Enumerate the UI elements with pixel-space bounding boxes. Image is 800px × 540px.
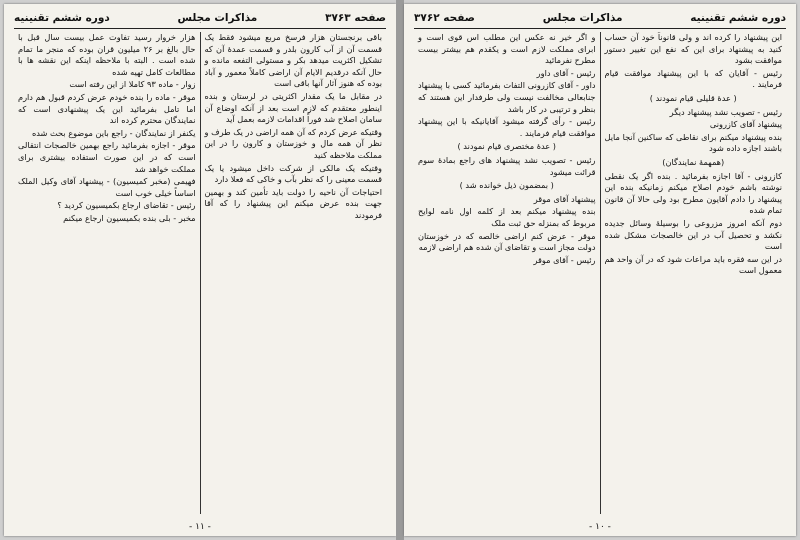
page-header [14,10,386,26]
page-footer-number: - ۱۱ - [189,522,211,532]
paragraph: رئیس - رأی گرفته میشود آقایانیکه با این پیشنهاد موافقت قیام فرمایند . [418,116,596,138]
header-rule [14,28,386,29]
paragraph: رئیس - آقایان که با این پیشنهاد موافقت قیام فرمایند . [604,67,782,90]
book-gutter [396,0,404,540]
paragraph: پیشنهاد آقای کازرونی [709,119,782,130]
paragraph: رئیس - تقاضای ارجاع بکمیسیون کردید ؟ [57,200,196,211]
paragraph: در مقابل ما یک مقدار اکثریتی در لرستان و بنده اینطور معتقدم که لازم است بعد از آنکه اوضاع آن سامان اصلاح شد فوراً اقدامات لازمه بعمل آید [204,90,382,125]
vote-result-note: (همهمهٔ نمایندگان) [662,156,725,167]
text-columns [414,32,786,514]
paragraph: بنده پیشنهاد میکنم بعد از کلمه اول نامه لوایح مربوط که بمنزله حق ثبت ملک [418,206,596,228]
column-divider [600,32,601,514]
paragraph: موقر - عرض کنم اراضی خالصه که در خوزستان دولت مجاز است و تقاضای آن شده هم اراضی لازمه [418,230,596,253]
paragraph: رئیس - تصویب نشد پیشنهاد های راجع بمادهٔ سوم قرائت میشود [418,154,596,177]
page-number-label: صفحه ۳۷۶۳ [325,12,386,24]
paragraph: زوار - ماده ۹۳ کاملا از این رفته است [69,79,196,90]
paragraph: رئیس - آقای داور [536,67,596,78]
column-divider [200,32,201,514]
paragraph: یکنفر از نمایندگان - راجع باین موضوع بحث شده [31,127,196,138]
page-footer-number: - ۱۰ - [589,522,611,532]
paragraph: رئیس - تصویب نشد پیشنهاد دیگر [669,106,782,117]
paragraph: هزار خروار رسید تفاوت عمل بیست سال قبل با حال بالغ بر ۲۶ میلیون قران بوده که منجر ما تمام شده است . البته با ملاحظه اینکه این نقشه ها با مطالعات کامل تهیه شده [18,32,196,77]
paragraph: موقر - اجازه بفرمائید راجع بهمین خالصجات انتقالی است که در این صورت استفاده بیشتری برای مملکت خواهد شد [18,140,196,174]
header-rule [414,28,786,29]
vote-result-note: ( عدهٔ قلیلی قیام نمودند ) [649,92,737,103]
page-header [414,10,786,26]
vote-result-note: ( عدهٔ مختصری قیام نمودند ) [457,141,556,152]
page-number-label: صفحه ۳۷۶۲ [414,12,475,24]
paragraph: موقر - ماده را بنده خودم عرض کردم قبول هم دارم اما تامل بفرمائید این یک پیشنهادی است که نمایندگان محترم کرده اند [18,91,196,126]
paragraph: فهیمی (مخبر کمیسیون) - پیشنهاد آقای وکیل الملک اساساً خیلی خوب است [18,176,196,198]
paragraph: مخبر - بلی بنده بکمیسیون ارجاع میکنم [63,212,196,223]
left-page [4,4,396,536]
page-title: مذاکرات مجلس [177,12,258,24]
paragraph: داور - آقای کازرونی التفات بفرمائید کسی با پیشنهاد جنابعالی مخالفت نیست ولی طرفدار این هستند که بنظر و ترتیبی در کار باشد [418,80,596,114]
paragraph: دوم آنکه امروز مزروعی را بوسیلهٔ وسائل جدیده نکشد و تحصیل آب در این خالصجات مشکل شده است [604,217,782,252]
paragraph: بنده پیشنهاد میکنم برای نقاطی که ساکنین آنجا مایل باشند اجازه داده شود [604,131,782,154]
text-columns [14,32,386,514]
column-right [601,32,787,514]
column-left [14,32,200,514]
paragraph: در این سه فقره باید مراعات شود که در آن واحد هم معمول است [604,253,782,276]
paragraph: پیشنهاد آقای موقر [533,193,596,204]
vote-result-note: ( بمضمون ذیل خوانده شد ) [459,180,554,191]
page-title: مذاکرات مجلس [542,12,623,24]
right-page [404,4,796,536]
paragraph: وقتیکه یک مالکی از شرکت داخل میشود یا یک قسمت معینی را که نظر بآب و خاکی که فعلا دارد [204,162,382,185]
paragraph: احتیاجات آن ناحیه را دولت باید تأمین کند و بهمین جهت بنده عرض میکنم این پیشنهاد را که آقا فرمودند [204,186,382,220]
column-right [201,32,387,514]
paragraph: کازرونی - آقا اجازه بفرمائید . بنده اگر یک نقطی نوشته باشم خودم اصلاح میکنم زمانیکه بنده این پیشنهاد را دادم آقایون مطرح بود ولی حالا آن قانون تمام شده [604,170,782,216]
session-label: دوره ششم تقنینیه [14,12,110,24]
column-left [414,32,600,514]
session-label: دوره ششم تقنینیه [690,12,786,24]
paragraph: این پیشنهاد را کرده اند و ولی قانوناً خود آن حساب کنید به پیشنهاد برای این که نفع این تغییر دستور موافقت بشود [604,32,782,66]
paragraph: باقی برنجستان هزار فرسخ مربع میشود فقط یک قسمت آن از آب کارون بلدر و قسمت عمدهٔ آن که تشکیل اکثریت میدهد بکر و مستولی التفعه مانده و حال آنکه درقدیم الایام آن اراضی کاملاً معمور و آباد بوده که هنوز آثار آنها باقی است [204,32,382,89]
paragraph: وقتیکه عرض کردم که آن همه اراضی در یک طرف و نظر آن همه مال و خوزستان و کارون را در این مملکت ملاحظه کنید [204,126,382,160]
paragraph: و اگر خیر نه عکس این مطلب اس قوی است و ابرای مملکت لازم است و یکقدم هم بیشتر بیست مطرح نفرمائید [418,32,596,66]
paragraph: رئیس - آقای موقر [533,254,596,265]
